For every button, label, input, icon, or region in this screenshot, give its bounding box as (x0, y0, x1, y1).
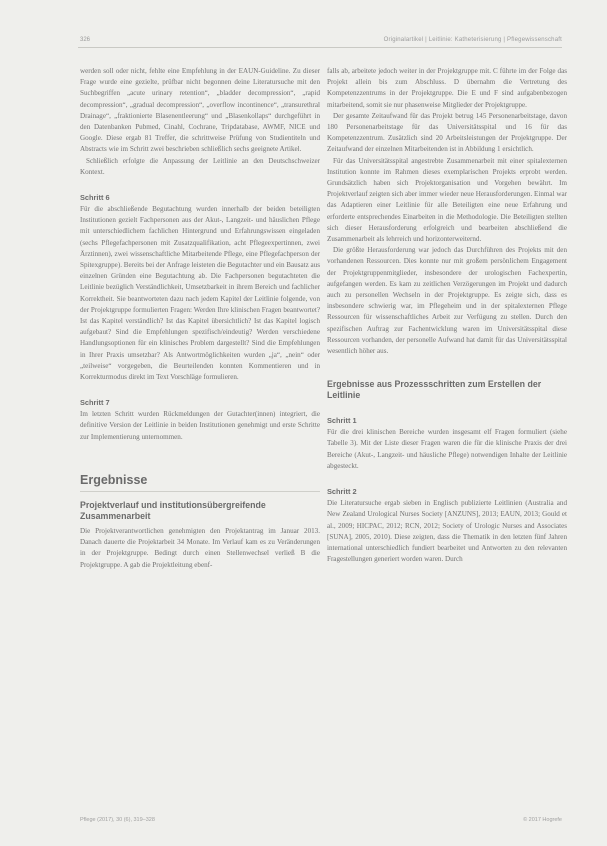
step-heading: Schritt 1 (327, 416, 357, 426)
subsection-heading: Ergebnisse aus Prozessschritten zum Erstellen der Leitlinie (327, 379, 542, 401)
left-column (80, 66, 320, 571)
footer-copyright: © 2017 Hogrefe (523, 817, 562, 823)
subsection-heading: Projektverlauf und institutionsübergreifende Zusammenarbeit (80, 499, 266, 521)
paragraph: Die Projektverantwortlichen genehmigten den Projektantrag im Januar 2013. Danach dauerte die Projektarbeit 34 Monate. Im Verlauf kam es zu Veränderungen in der Projektgruppe. Bedingt durch einen Stellenwechsel verließ B die Projektgruppe. A gab die Projektleitung ebenf- (80, 526, 320, 569)
section-heading: Ergebnisse (80, 473, 320, 492)
page-number: 326 (80, 37, 91, 43)
paragraph: falls ab, arbeitete jedoch weiter in der Projektgruppe mit. C führte im der Folge das Projekt allein bis zum Abschluss. D übernahm die Vertretung des Kompetenzzentrums in der Projektgruppe. Die E und F sind aufgabenbezogen mitarbeitend, somit sie nur phasenweise Mitglieder der Projektgruppe. (327, 67, 567, 109)
paragraph: Der gesamte Zeitaufwand für das Projekt betrug 145 Personenarbeitstage, davon 180 Personenarbeitstage für das Universitätsspital und 16 für das Kompetenzzentrum. Zusätzlich sind 20 Arbeitsleistungen der Projektgruppe. Der Zeitaufwand der einzelnen Mitarbeitenden ist in Abbildung 1 ersichtlich. (327, 111, 567, 154)
header-rule (78, 47, 562, 48)
paragraph: Die größte Herausforderung war jedoch das Durchführen des Projekts mit den vorhandenen Ressourcen. Dies konnte nur mit großem persönlichem Engagement der Projektgruppenmitglieder, insbesondere der urologischen Fachexpertin, aufgefangen werden. Es kam zu zeitlichen Verzögerungen im Projekt und dadurch auch zu personellen Wechseln in der Projektgruppe. Es zeigte sich, dass es insbesondere schwierig war, im Pflegeheim und in der spitalexternen Pflege Ressourcen für wissenschaftliches Arbeit zur Verfügung zu stellen. Durch den spezifischen Auftrag zur Fachentwicklung waren im Universitätsspital diese Ressourcen vorhanden, der personelle Aufwand hat damit für das Universitätsspital wesentlich höher aus. (327, 246, 567, 356)
running-title: Originalartikel | Leitlinie: Katheterisierung | Pflegewissenschaft (383, 37, 562, 43)
paragraph: Die Literatursuche ergab sieben in Englisch publizierte Leitlinien (Australia and New Zealand Urological Nurses Society [ANZUNS], 2013; EAUN, 2013; Gould et al., 2009; HICPAC, 2012; RCN, 2012; Society of Urologic Nurses and Associates [SUNA], 2005, 2010). Diese zeigten, dass die Thematik in den letzten fünf Jahren international unterschiedlich fundiert bearbeitet und Antworten zu den relevanten Fragestellungen generiert worden waren. Durch (327, 499, 567, 564)
paragraph: Für die drei klinischen Bereiche wurden insgesamt elf Fragen formuliert (siehe Tabelle 3). Mit der Liste dieser Fragen waren die für die klinische Praxis der drei Bereiche (Akut-, Langzeit- und häusliche Pflege) notwendigen Inhalte der Leitlinie abgesteckt. (327, 428, 567, 470)
step-heading: Schritt 6 (80, 193, 110, 203)
paragraph: werden soll oder nicht, fehlte eine Empfehlung in der EAUN-Guideline. Zu dieser Frage wurde eine gezielte, prüfbar nicht begonnen deine Literatursuche mit den Suchbegriffen „acute urinary retention“, „bladder decompression“, „rapid decompression“, „gradual decompression“, „overflow incontinence“, „transurethral Drainage“, „fraktionierte Blasenentleerung“ und „Blasenkollaps“ durchgeführt in den Datenbanken Pubmed, Cinahl, Cochrane, Tripdatabase, AWMF, NICE und Google. Diese ergab 81 Treffer, die schrittweise Prüfung von Studientiteln und Abstracts wie im Schritt zwei beschrieben schließlich sechs geeignete Artikel. (80, 67, 320, 154)
paragraph: Für das Universitätsspital angestrebte Zusammenarbeit mit einer spitalexternen Institution konnte im Rahmen dieses exemplarischen Projekts erprobt werden. Grundsätzlich haben sich Projektorganisation und Vorgehen bewährt. Im Projektverlauf zeigten sich aber immer wieder neue Herausforderungen. Einmal war das Adaptieren einer Leitlinie für alle Beteiligten eine neue Erfahrung und erforderte entsprechendes Einarbeiten in die Methodologie. Die Beteiligten stellten sich dieser Herausforderung erfolgreich und bearbeiten abschließend die Zusammenarbeit als lehrreich und horizonterweiternd. (327, 156, 567, 244)
right-column (327, 66, 567, 565)
step-heading: Schritt 2 (327, 487, 357, 497)
footer-citation: Pflege (2017), 30 (6), 319–328 (80, 817, 155, 823)
paragraph: Schließlich erfolgte die Anpassung der Leitlinie an den Deutschschweizer Kontext. (80, 156, 320, 176)
step-heading: Schritt 7 (80, 398, 110, 408)
paragraph: Für die abschließende Begutachtung wurden innerhalb der beiden beteiligten Institutionen gezielt Fachpersonen aus der Akut-, Langzeit- und häuslichen Pflege mit unterschiedlichem fachlichen Hintergrund und Erfahrungswissen eingeladen (sechs Pflegefachpersonen mit Zusatzqualifikation, acht Pflegeexpertinnen, zwei Ärztinnen), zwei wissenschaftliche Mitarbeitende Pflege, eine Pflegefachperson der Spitexgruppe). Bereits bei der Anfrage leisteten die Begutachter und ein Bausatz aus einzelnen Gründen eine Begutachtung ab. Die Fachpersonen begutachteten die Leitlinie bezüglich Verständlichkeit, Umsetzbarkeit in ihrem Bereich und fachlicher Korrektheit. Sie beantworteten dazu nach jedem Kapitel der Leitlinie folgende, von der Projektgruppe formulierten Fragen: Werden Ihre klinischen Fragen beantwortet? Ist das Kapitel verständlich? Ist das Kapitel übersichtlich? Ist das Kapitel logisch aufgebaut? Sind die Empfehlungen spezifisch/eindeutig? Werden verschiedene Handlungsoptionen für ein klinisches Problem dargestellt? Sind die Empfehlungen in Ihrer Praxis umsetzbar? Als Antwortmöglichkeiten wurden „ja“, „nein“ oder „teilweise“ vorgegeben, die Beurteilenden konnten Kommentieren und in Korrekturmodus direkt im Text Vorschläge formulieren. (80, 205, 320, 382)
paragraph: Im letzten Schritt wurden Rückmeldungen der Gutachter(innen) integriert, die definitive Version der Leitlinie in beiden Institutionen genehmigt und erste Schritte zur Implementierung unternommen. (80, 410, 320, 441)
